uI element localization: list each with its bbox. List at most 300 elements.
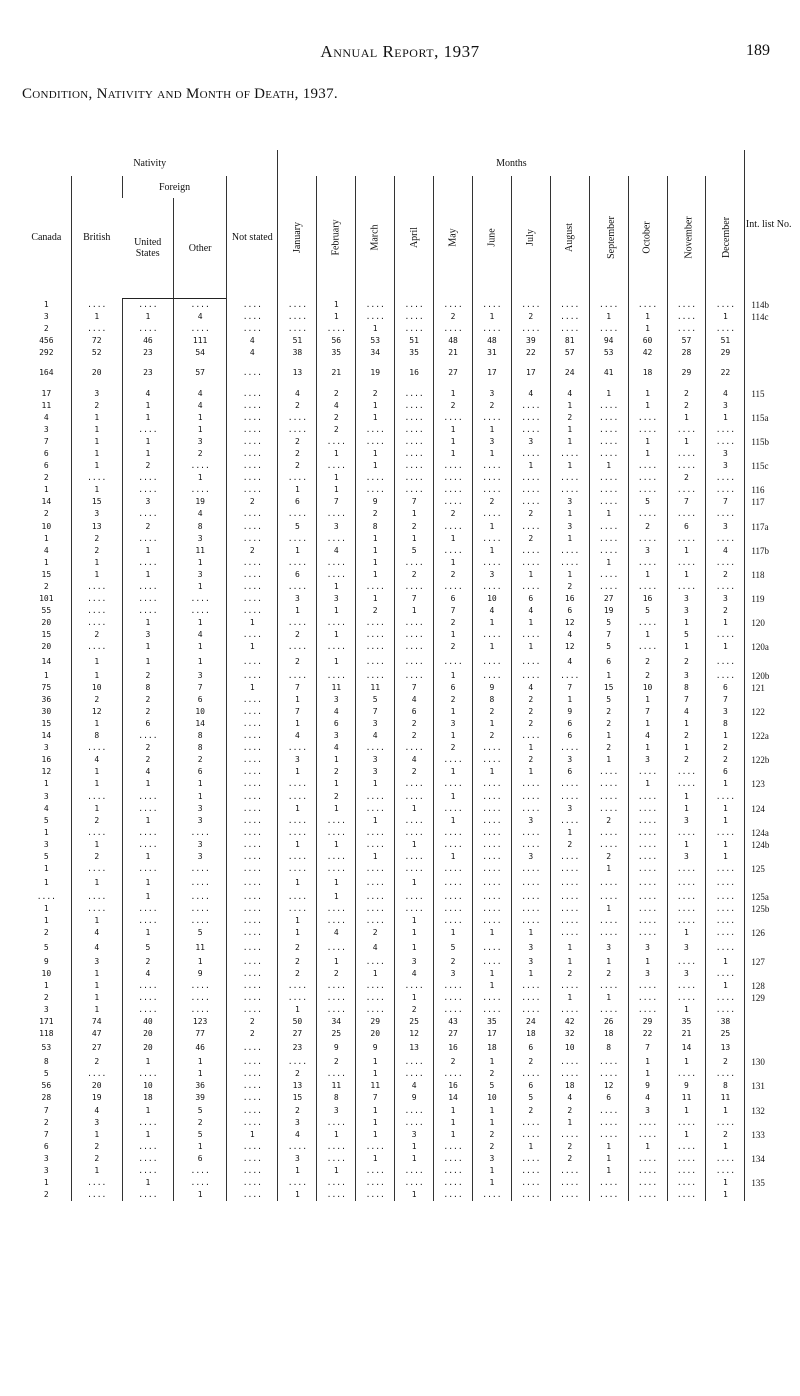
table-cell: 1 bbox=[71, 803, 122, 815]
table-cell: .... bbox=[511, 778, 550, 790]
table-cell: .... bbox=[667, 581, 706, 593]
table-cell: .... bbox=[227, 593, 278, 605]
table-cell: .... bbox=[174, 323, 227, 335]
table-cell: .... bbox=[589, 412, 628, 424]
table-cell: 2 bbox=[706, 1129, 745, 1141]
table-cell: .... bbox=[122, 863, 173, 875]
table-cell: .... bbox=[511, 803, 550, 815]
table-cell: 1 bbox=[434, 851, 473, 863]
table-cell: .... bbox=[472, 851, 511, 863]
table-cell: 1 bbox=[356, 569, 395, 581]
table-cell: 1 bbox=[43, 864, 49, 874]
table-cell: .... bbox=[395, 742, 434, 754]
table-cell: .... bbox=[511, 992, 550, 1004]
table-cell: 1 bbox=[628, 1068, 667, 1080]
table-cell: 9 bbox=[472, 682, 511, 694]
table-row bbox=[22, 742, 792, 754]
table-cell: 74 bbox=[71, 1016, 122, 1028]
table-cell: .... bbox=[317, 851, 356, 863]
table-cell: 1 bbox=[43, 878, 49, 888]
table-cell: 1 bbox=[356, 593, 395, 605]
table-cell: .... bbox=[472, 581, 511, 593]
table-cell: .... bbox=[227, 1068, 278, 1080]
table-cell: 28 bbox=[667, 347, 706, 359]
table-cell: 1 bbox=[174, 412, 227, 424]
table-cell: .... bbox=[356, 1165, 395, 1177]
table-cell: 3 bbox=[174, 670, 227, 682]
table-cell: .... bbox=[174, 891, 227, 903]
table-cell: .... bbox=[122, 557, 173, 569]
table-cell: 10 bbox=[122, 1080, 173, 1092]
table-cell: .... bbox=[434, 654, 473, 670]
table-cell: 3 bbox=[43, 1166, 49, 1176]
int-list-cell: 125a bbox=[745, 891, 792, 903]
table-cell: 2 bbox=[278, 1068, 317, 1080]
table-cell: .... bbox=[628, 1165, 667, 1177]
foreign-header: Foreign bbox=[122, 176, 226, 198]
table-cell: .... bbox=[628, 557, 667, 569]
table-row bbox=[22, 956, 792, 968]
table-cell: .... bbox=[667, 460, 706, 472]
table-cell: 3 bbox=[43, 1004, 49, 1014]
table-cell: .... bbox=[550, 875, 589, 891]
february-header: February bbox=[317, 176, 356, 299]
table-row bbox=[22, 424, 792, 436]
table-cell: .... bbox=[706, 915, 745, 927]
table-cell: .... bbox=[278, 863, 317, 875]
months-header: Months bbox=[278, 150, 745, 176]
table-cell: 4 bbox=[174, 629, 227, 641]
table-cell: .... bbox=[395, 641, 434, 653]
table-row bbox=[22, 359, 792, 387]
table-cell: 3 bbox=[278, 1153, 317, 1165]
table-cell: .... bbox=[628, 1153, 667, 1165]
table-cell: 10 bbox=[71, 682, 122, 694]
table-cell: 1 bbox=[122, 617, 173, 629]
table-cell: .... bbox=[174, 1165, 227, 1177]
table-cell: .... bbox=[511, 484, 550, 496]
table-row bbox=[22, 1153, 792, 1165]
table-row bbox=[22, 803, 792, 815]
table-cell: .... bbox=[395, 1056, 434, 1068]
table-cell: 46 bbox=[174, 1040, 227, 1056]
table-cell: 2 bbox=[174, 448, 227, 460]
table-cell: .... bbox=[395, 436, 434, 448]
table-cell: .... bbox=[472, 654, 511, 670]
int-list-cell: 115c bbox=[745, 460, 792, 472]
table-row bbox=[22, 903, 792, 915]
table-cell: .... bbox=[278, 472, 317, 484]
int-list-cell: 131 bbox=[745, 1080, 792, 1092]
table-cell: .... bbox=[589, 790, 628, 802]
int-list-cell bbox=[745, 629, 792, 641]
table-cell: 1 bbox=[628, 311, 667, 323]
table-cell: .... bbox=[550, 927, 589, 939]
table-cell: .... bbox=[278, 299, 317, 312]
table-cell: 4 bbox=[395, 694, 434, 706]
table-cell: 1 bbox=[706, 311, 745, 323]
table-cell: .... bbox=[434, 754, 473, 766]
table-cell: 2 bbox=[550, 581, 589, 593]
table-cell: .... bbox=[122, 827, 173, 839]
canada-header: Canada bbox=[31, 231, 62, 243]
table-cell: 5 bbox=[174, 927, 227, 939]
table-row bbox=[22, 569, 792, 581]
table-cell: 52 bbox=[71, 347, 122, 359]
table-row bbox=[22, 436, 792, 448]
table-cell: 1 bbox=[550, 569, 589, 581]
table-cell: .... bbox=[511, 1117, 550, 1129]
table-cell: 7 bbox=[589, 629, 628, 641]
table-cell: 14 bbox=[41, 731, 52, 741]
table-cell: 1 bbox=[589, 1165, 628, 1177]
table-row bbox=[22, 335, 792, 347]
table-cell: 456 bbox=[39, 336, 54, 346]
table-cell: .... bbox=[434, 915, 473, 927]
table-cell: .... bbox=[395, 1068, 434, 1080]
table-cell: .... bbox=[71, 903, 122, 915]
table-cell: 1 bbox=[706, 412, 745, 424]
table-cell: 4 bbox=[317, 742, 356, 754]
table-cell: .... bbox=[227, 299, 278, 312]
table-cell: .... bbox=[122, 903, 173, 915]
table-cell: 41 bbox=[589, 359, 628, 387]
table-cell: .... bbox=[589, 875, 628, 891]
table-cell: 2 bbox=[472, 730, 511, 742]
table-cell: .... bbox=[317, 323, 356, 335]
table-cell: .... bbox=[511, 1068, 550, 1080]
table-cell: .... bbox=[511, 915, 550, 927]
table-cell: .... bbox=[706, 323, 745, 335]
table-cell: 3 bbox=[174, 851, 227, 863]
table-cell: .... bbox=[589, 400, 628, 412]
table-cell: .... bbox=[434, 484, 473, 496]
table-cell: 2 bbox=[395, 718, 434, 730]
table-cell: 3 bbox=[706, 706, 745, 718]
table-cell: 16 bbox=[628, 593, 667, 605]
table-cell: 2 bbox=[278, 448, 317, 460]
table-cell: 1 bbox=[43, 904, 49, 914]
table-cell: .... bbox=[667, 903, 706, 915]
table-cell: 35 bbox=[472, 1016, 511, 1028]
table-cell: .... bbox=[550, 1004, 589, 1016]
table-cell: 38 bbox=[278, 347, 317, 359]
table-cell: 1 bbox=[317, 778, 356, 790]
table-cell: 1 bbox=[628, 629, 667, 641]
table-cell: 2 bbox=[278, 968, 317, 980]
table-cell: .... bbox=[122, 299, 173, 312]
table-cell: 4 bbox=[278, 1129, 317, 1141]
table-cell: 1 bbox=[706, 778, 745, 790]
table-cell: 1 bbox=[434, 927, 473, 939]
table-cell: 1 bbox=[71, 311, 122, 323]
table-cell: .... bbox=[511, 323, 550, 335]
table-cell: 1 bbox=[122, 851, 173, 863]
table-cell: .... bbox=[227, 891, 278, 903]
table-cell: 3 bbox=[122, 629, 173, 641]
table-cell: 6 bbox=[278, 496, 317, 508]
table-cell: .... bbox=[628, 863, 667, 875]
table-cell: 1 bbox=[472, 641, 511, 653]
table-cell: .... bbox=[71, 1177, 122, 1189]
int-list-cell: 117a bbox=[745, 521, 792, 533]
table-cell: .... bbox=[589, 839, 628, 851]
int-list-cell: 124a bbox=[745, 827, 792, 839]
table-cell: 60 bbox=[628, 335, 667, 347]
table-cell: .... bbox=[434, 891, 473, 903]
table-cell: .... bbox=[395, 790, 434, 802]
table-cell: 6 bbox=[550, 730, 589, 742]
table-cell: .... bbox=[706, 484, 745, 496]
int-list-cell: 133 bbox=[745, 1129, 792, 1141]
table-cell: 8 bbox=[472, 694, 511, 706]
table-cell: .... bbox=[628, 508, 667, 520]
table-cell: 7 bbox=[356, 1092, 395, 1104]
table-cell: 1 bbox=[550, 940, 589, 956]
table-cell: 2 bbox=[434, 956, 473, 968]
table-cell: 27 bbox=[71, 1040, 122, 1056]
table-cell: .... bbox=[472, 323, 511, 335]
table-cell: 7 bbox=[706, 694, 745, 706]
int-list-cell: 120 bbox=[745, 617, 792, 629]
table-cell: 1 bbox=[706, 851, 745, 863]
table-cell: .... bbox=[434, 1004, 473, 1016]
table-cell: 1 bbox=[356, 545, 395, 557]
table-cell: 6 bbox=[706, 766, 745, 778]
table-row bbox=[22, 1080, 792, 1092]
table-cell: 1 bbox=[71, 1129, 122, 1141]
table-cell: .... bbox=[395, 891, 434, 903]
table-cell: .... bbox=[174, 915, 227, 927]
table-cell: 2 bbox=[395, 1004, 434, 1016]
table-cell: 1 bbox=[174, 617, 227, 629]
table-cell: 1 bbox=[667, 742, 706, 754]
table-cell: .... bbox=[706, 827, 745, 839]
table-row bbox=[22, 1117, 792, 1129]
table-cell: 2 bbox=[667, 400, 706, 412]
int-list-cell: 123 bbox=[745, 778, 792, 790]
table-cell: .... bbox=[71, 323, 122, 335]
table-cell: .... bbox=[667, 1177, 706, 1189]
table-cell: 1 bbox=[317, 605, 356, 617]
table-cell: .... bbox=[550, 557, 589, 569]
table-cell: 1 bbox=[589, 1141, 628, 1153]
table-cell: 55 bbox=[41, 606, 52, 616]
table-cell: 5 bbox=[589, 641, 628, 653]
table-cell: .... bbox=[317, 1177, 356, 1189]
table-cell: .... bbox=[227, 992, 278, 1004]
table-cell: 1 bbox=[628, 400, 667, 412]
table-cell: .... bbox=[667, 533, 706, 545]
table-cell: 1 bbox=[227, 641, 278, 653]
table-cell: 1 bbox=[71, 839, 122, 851]
table-cell: 16 bbox=[550, 593, 589, 605]
table-cell: 1 bbox=[434, 387, 473, 399]
table-cell: 3 bbox=[43, 791, 49, 801]
table-cell: .... bbox=[589, 1068, 628, 1080]
table-cell: 1 bbox=[395, 533, 434, 545]
table-cell: 3 bbox=[667, 815, 706, 827]
table-cell: 1 bbox=[122, 311, 173, 323]
int-list-cell bbox=[745, 424, 792, 436]
table-cell: 3 bbox=[278, 1117, 317, 1129]
table-cell: 1 bbox=[472, 545, 511, 557]
table-cell: 1 bbox=[122, 1105, 173, 1117]
table-cell: .... bbox=[278, 508, 317, 520]
table-cell: .... bbox=[227, 742, 278, 754]
table-cell: 4 bbox=[550, 629, 589, 641]
table-cell: .... bbox=[472, 803, 511, 815]
table-row bbox=[22, 629, 792, 641]
table-cell: 3 bbox=[395, 1129, 434, 1141]
table-cell: 3 bbox=[511, 940, 550, 956]
table-cell: .... bbox=[278, 980, 317, 992]
table-cell: 7 bbox=[628, 1040, 667, 1056]
table-cell: .... bbox=[589, 1056, 628, 1068]
table-cell: 50 bbox=[278, 1016, 317, 1028]
table-cell: 2 bbox=[589, 968, 628, 980]
table-cell: .... bbox=[434, 412, 473, 424]
table-cell: .... bbox=[122, 1165, 173, 1177]
table-cell: .... bbox=[317, 1068, 356, 1080]
table-cell: 1 bbox=[628, 387, 667, 399]
table-cell: 11 bbox=[356, 1080, 395, 1092]
table-cell: 1 bbox=[395, 508, 434, 520]
table-cell: 57 bbox=[550, 347, 589, 359]
table-cell: 1 bbox=[356, 557, 395, 569]
june-header: June bbox=[472, 176, 511, 299]
table-cell: 1 bbox=[317, 311, 356, 323]
int-list-cell bbox=[745, 1092, 792, 1104]
table-cell: .... bbox=[667, 875, 706, 891]
table-cell: 3 bbox=[667, 605, 706, 617]
table-cell: 7 bbox=[43, 1129, 49, 1139]
table-cell: .... bbox=[278, 617, 317, 629]
table-cell: 2 bbox=[667, 754, 706, 766]
table-cell: 8 bbox=[174, 742, 227, 754]
table-cell: .... bbox=[356, 484, 395, 496]
int-list-cell: 124b bbox=[745, 839, 792, 851]
table-cell: .... bbox=[667, 827, 706, 839]
table-cell: .... bbox=[706, 533, 745, 545]
table-cell: 2 bbox=[71, 1141, 122, 1153]
table-cell: 3 bbox=[71, 508, 122, 520]
table-cell: 1 bbox=[317, 956, 356, 968]
table-cell: 1 bbox=[667, 545, 706, 557]
table-cell: .... bbox=[227, 670, 278, 682]
table-cell: .... bbox=[278, 323, 317, 335]
table-cell: 1 bbox=[122, 412, 173, 424]
table-cell: .... bbox=[589, 1105, 628, 1117]
table-cell: .... bbox=[278, 992, 317, 1004]
table-cell: .... bbox=[356, 670, 395, 682]
table-cell: 1 bbox=[278, 718, 317, 730]
table-cell: .... bbox=[550, 472, 589, 484]
table-cell: 1 bbox=[628, 323, 667, 335]
table-cell: .... bbox=[472, 460, 511, 472]
table-cell: 39 bbox=[511, 335, 550, 347]
int-list-cell bbox=[745, 1016, 792, 1028]
table-cell: 1 bbox=[356, 1105, 395, 1117]
table-cell: .... bbox=[550, 790, 589, 802]
november-header: November bbox=[667, 176, 706, 299]
table-cell: 1 bbox=[122, 545, 173, 557]
table-cell: .... bbox=[706, 968, 745, 980]
table-cell: .... bbox=[589, 891, 628, 903]
table-cell: 15 bbox=[589, 682, 628, 694]
table-cell: 2 bbox=[71, 629, 122, 641]
table-cell: 1 bbox=[227, 1129, 278, 1141]
table-cell: 2 bbox=[550, 1141, 589, 1153]
table-cell: 14 bbox=[434, 1092, 473, 1104]
table-cell: .... bbox=[706, 992, 745, 1004]
table-cell: 1 bbox=[71, 654, 122, 670]
table-cell: 2 bbox=[395, 569, 434, 581]
table-cell: .... bbox=[227, 903, 278, 915]
table-cell: .... bbox=[628, 927, 667, 939]
table-cell: 2 bbox=[550, 1153, 589, 1165]
table-cell: .... bbox=[550, 915, 589, 927]
table-cell: 2 bbox=[434, 508, 473, 520]
table-cell: .... bbox=[434, 1068, 473, 1080]
table-cell: 4 bbox=[317, 400, 356, 412]
table-cell: .... bbox=[472, 1189, 511, 1201]
table-cell: .... bbox=[71, 1189, 122, 1201]
table-cell: 1 bbox=[356, 448, 395, 460]
table-cell: 2 bbox=[43, 928, 49, 938]
table-cell: 3 bbox=[174, 436, 227, 448]
table-cell: 3 bbox=[43, 839, 49, 849]
int-list-cell: 126 bbox=[745, 927, 792, 939]
table-cell: 2 bbox=[472, 1141, 511, 1153]
table-cell: .... bbox=[227, 803, 278, 815]
table-cell: .... bbox=[628, 460, 667, 472]
table-cell: .... bbox=[472, 915, 511, 927]
int-list-cell: 119 bbox=[745, 593, 792, 605]
table-cell: 1 bbox=[589, 557, 628, 569]
table-cell: 3 bbox=[472, 569, 511, 581]
table-row bbox=[22, 940, 792, 956]
table-cell: .... bbox=[71, 891, 122, 903]
table-cell: 7 bbox=[550, 682, 589, 694]
table-row bbox=[22, 815, 792, 827]
table-cell: .... bbox=[227, 1056, 278, 1068]
table-cell: 1 bbox=[356, 412, 395, 424]
table-cell: .... bbox=[174, 992, 227, 1004]
table-cell: .... bbox=[550, 545, 589, 557]
table-cell: 9 bbox=[174, 968, 227, 980]
table-row bbox=[22, 670, 792, 682]
table-cell: 2 bbox=[317, 412, 356, 424]
table-cell: 2 bbox=[278, 436, 317, 448]
table-cell: .... bbox=[71, 863, 122, 875]
int-list-cell bbox=[745, 790, 792, 802]
int-list-cell: 122 bbox=[745, 706, 792, 718]
table-cell: 4 bbox=[395, 754, 434, 766]
table-cell: .... bbox=[589, 484, 628, 496]
table-cell: 1 bbox=[628, 1141, 667, 1153]
table-cell: .... bbox=[356, 827, 395, 839]
table-cell: 4 bbox=[472, 605, 511, 617]
table-cell: 1 bbox=[550, 436, 589, 448]
table-cell: 1 bbox=[278, 927, 317, 939]
table-cell: 2 bbox=[667, 387, 706, 399]
table-cell: 2 bbox=[71, 1056, 122, 1068]
table-cell: 8 bbox=[122, 682, 173, 694]
table-row bbox=[22, 654, 792, 670]
table-cell: 1 bbox=[511, 968, 550, 980]
table-cell: .... bbox=[122, 533, 173, 545]
